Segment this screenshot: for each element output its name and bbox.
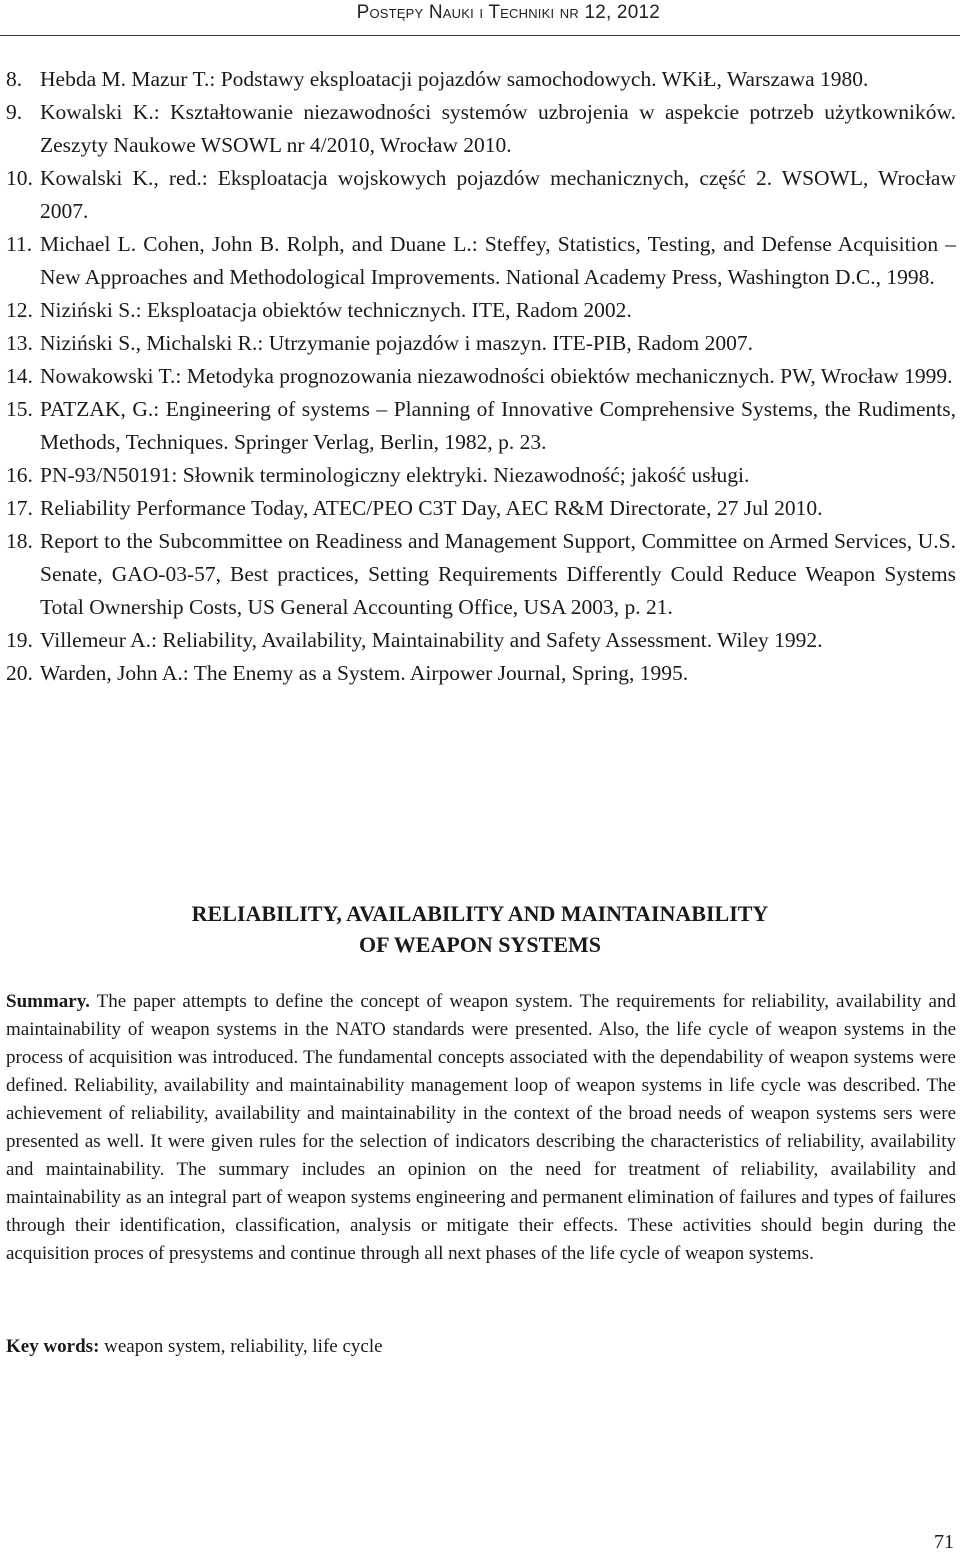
reference-number: 9. xyxy=(6,100,23,124)
paper-title xyxy=(0,898,960,960)
keywords-label: Key words: xyxy=(6,1336,100,1357)
reference-text: Michael L. Cohen, John B. Rolph, and Duane L.: Steffey, Statistics, Testing, and Defense Acquisition – New Approaches and Methodological Improvements. National Academy Press, Washington D.C., 1998. xyxy=(40,232,956,289)
reference-number: 11. xyxy=(6,232,33,256)
reference-number: 15. xyxy=(6,397,33,421)
reference-text: Kowalski K., red.: Eksploatacja wojskowych pojazdów mechanicznych, część 2. WSOWL, Wrocław 2007. xyxy=(40,166,956,223)
reference-list xyxy=(6,63,956,690)
reference-number: 13. xyxy=(6,331,33,355)
paper-title-line-1: RELIABILITY, AVAILABILITY AND MAINTAINABILITY xyxy=(191,901,769,926)
running-head: Postępy Nauki i Techniki nr 12, 2012 xyxy=(356,2,660,23)
reference-item xyxy=(6,525,956,624)
reference-number: 18. xyxy=(6,529,33,553)
reference-item xyxy=(6,624,956,657)
reference-number: 17. xyxy=(6,496,33,520)
reference-item xyxy=(6,294,956,327)
reference-item xyxy=(6,393,956,459)
reference-item xyxy=(6,657,956,690)
reference-number: 12. xyxy=(6,298,33,322)
reference-text: PATZAK, G.: Engineering of systems – Planning of Innovative Comprehensive Systems, the Rudiments, Methods, Techniques. Springer Verlag, Berlin, 1982, p. 23. xyxy=(40,397,956,454)
reference-text: Kowalski K.: Kształtowanie niezawodności systemów uzbrojenia w aspekcie potrzeb użytkowników. Zeszyty Naukowe WSOWL nr 4/2010, Wrocław 2010. xyxy=(40,100,956,157)
header-rule xyxy=(0,35,960,36)
reference-number: 8. xyxy=(6,67,23,91)
reference-item xyxy=(6,360,956,393)
keywords-text: weapon system, reliability, life cycle xyxy=(104,1336,383,1357)
reference-text: Villemeur A.: Reliability, Availability, Maintainability and Safety Assessment. Wiley 1992. xyxy=(40,628,823,652)
reference-text: PN-93/N50191: Słownik terminologiczny elektryki. Niezawodność; jakość usługi. xyxy=(40,463,750,487)
paper-title-line-2: OF WEAPON SYSTEMS xyxy=(358,932,602,957)
keywords-line xyxy=(6,1333,956,1361)
reference-item xyxy=(6,492,956,525)
summary-paragraph xyxy=(6,988,956,1268)
reference-number: 16. xyxy=(6,463,33,487)
reference-text: Hebda M. Mazur T.: Podstawy eksploatacji pojazdów samochodowych. WKiŁ, Warszawa 1980. xyxy=(40,67,869,91)
page-number: 71 xyxy=(934,1531,954,1553)
reference-text: Nowakowski T.: Metodyka prognozowania niezawodności obiektów mechanicznych. PW, Wrocław 1999. xyxy=(40,364,953,388)
reference-text: Report to the Subcommittee on Readiness and Management Support, Committee on Armed Services, U.S. Senate, GAO-03-57, Best practices, Setting Requirements Differently Could Reduce Weapon Systems Total Ownership Costs, US General Accounting Office, USA 2003, p. 21. xyxy=(40,529,956,619)
reference-item xyxy=(6,459,956,492)
reference-item xyxy=(6,327,956,360)
reference-item xyxy=(6,228,956,294)
reference-text: Niziński S.: Eksploatacja obiektów technicznych. ITE, Radom 2002. xyxy=(40,298,632,322)
summary-text: The paper attempts to define the concept of weapon system. The requirements for reliability, availability and maintainability of weapon systems in the NATO standards were presented. Also, the life cycle of weapon systems in the process of acquisition was introduced. The fundamental concepts associated with the dependability of weapon systems were defined. Reliability, availability and maintainability management loop of weapon systems in life cycle was described. The achievement of reliability, availability and maintainability in the context of the broad needs of weapon systems sers were presented as well. It were given rules for the selection of indicators describing the characteristics of reliability, availability and maintainability. The summary includes an opinion on the need for treatment of reliability, availability and maintainability as an integral part of weapon systems engineering and permanent elimination of failures and types of failures through their identification, classification, analysis or mitigate their effects. These activities should begin during the acquisition proces of presystems and continue through all next phases of the life cycle of weapon systems. xyxy=(6,991,956,1264)
reference-item xyxy=(6,162,956,228)
reference-number: 20. xyxy=(6,661,33,685)
reference-text: Niziński S., Michalski R.: Utrzymanie pojazdów i maszyn. ITE-PIB, Radom 2007. xyxy=(40,331,753,355)
summary-label: Summary. xyxy=(6,991,90,1012)
reference-text: Reliability Performance Today, ATEC/PEO C3T Day, AEC R&M Directorate, 27 Jul 2010. xyxy=(40,496,823,520)
reference-item xyxy=(6,63,956,96)
reference-number: 14. xyxy=(6,364,33,388)
reference-number: 19. xyxy=(6,628,33,652)
reference-text: Warden, John A.: The Enemy as a System. Airpower Journal, Spring, 1995. xyxy=(40,661,689,685)
reference-number: 10. xyxy=(6,166,33,190)
reference-item xyxy=(6,96,956,162)
